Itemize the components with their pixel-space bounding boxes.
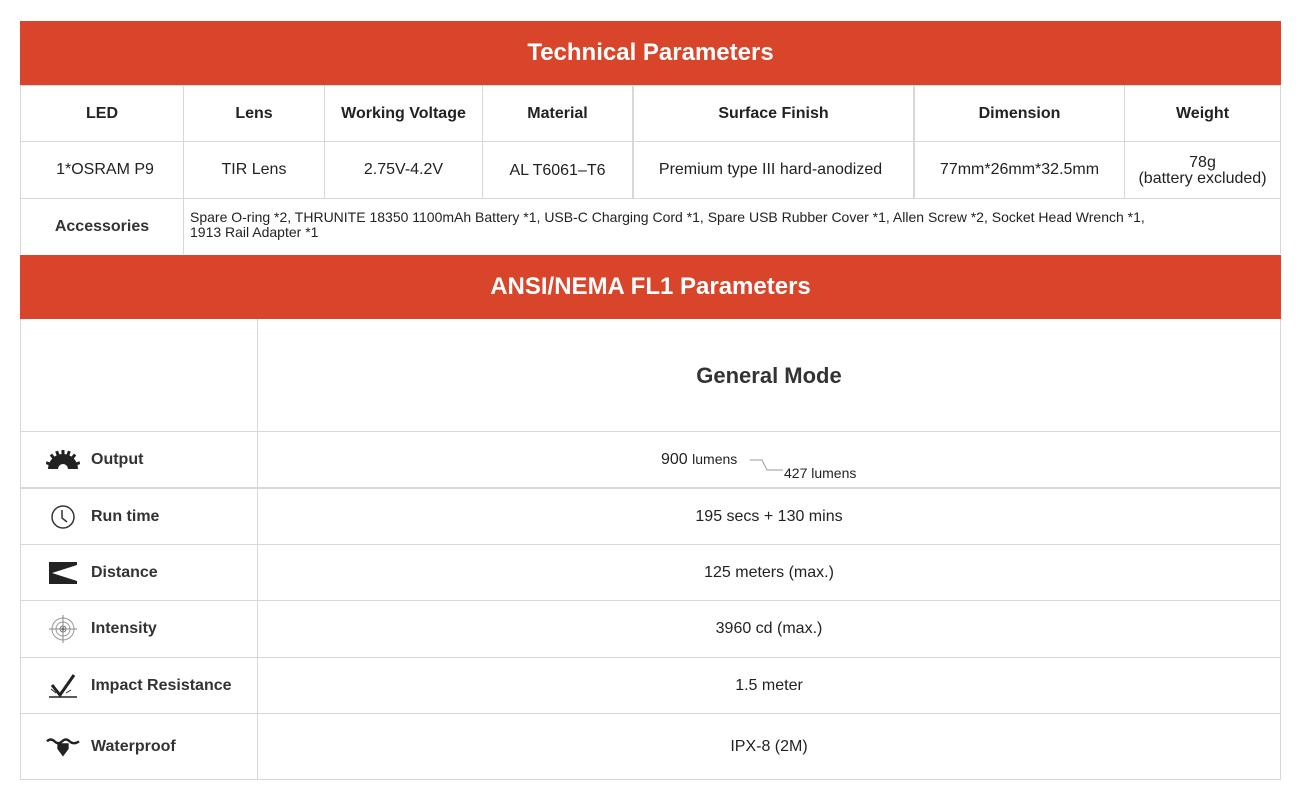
divider [1280,85,1281,254]
output-label: Output [91,450,144,468]
waterproof-label: Waterproof [91,737,176,755]
impact-label-cell [20,658,257,713]
gear-output-icon [46,446,80,474]
output-value-cell [258,432,1280,487]
output-low [784,465,856,481]
impact-value: 1.5 meter [735,676,803,694]
waterproof-value: IPX-8 (2M) [730,737,808,755]
value-lens: TIR Lens [221,161,287,178]
value-surface-finish: Premium type III hard-anodized [658,161,883,178]
clock-icon [46,503,80,531]
intensity-label: Intensity [91,620,157,637]
divider [20,779,1281,780]
accessories-line: 1913 Rail Adapter *1 [190,224,319,240]
weight-value: 78g [1189,154,1216,171]
impact-icon [46,672,80,700]
value-led: 1*OSRAM P9 [56,161,154,178]
header-working-voltage: Working Voltage [341,104,466,122]
waterproof-label-cell [20,714,257,779]
header-weight: Weight [1175,104,1230,122]
output-step-line [749,458,785,472]
ansi-parameters-banner [20,255,1281,319]
weight-note: (battery excluded) [1138,170,1267,187]
general-mode-header: General Mode [696,362,842,388]
value-weight [1125,142,1280,198]
intensity-value: 3960 cd (max.) [715,620,823,637]
technical-parameters-title: Technical Parameters [527,39,774,66]
accessories-line: Spare O-ring *2, THRUNITE 18350 1100mAh Battery *1, USB-C Charging Cord *1, Spare USB Rubber Cover *1, Allen Screw *2, Socket Head Wrench *1, [190,209,1145,225]
output-high-unit: lumens [692,450,738,467]
output-low-number: 427 [784,464,808,481]
header-lens: Lens [235,104,273,122]
divider [1280,319,1281,780]
header-dimension: Dimension [978,104,1061,122]
output-low-unit: lumens [811,464,857,481]
waterproof-icon [46,733,80,761]
runtime-value: 195 secs + 130 mins [695,507,843,525]
accessories-list [190,210,1270,240]
header-led: LED [86,104,118,122]
value-working-voltage: 2.75V-4.2V [363,161,444,178]
output-values [659,440,879,480]
output-label-cell [20,432,257,487]
header-surface-finish: Surface Finish [718,104,829,122]
technical-parameters-banner [20,21,1281,85]
distance-value: 125 meters (max.) [704,563,834,581]
value-dimension: 77mm*26mm*32.5mm [939,161,1100,178]
runtime-label: Run time [91,507,160,525]
header-material: Material [527,104,588,122]
value-material: AL T6061–T6 [509,162,606,179]
divider [20,198,1281,199]
distance-label: Distance [91,563,158,581]
beam-distance-icon [46,559,80,587]
ansi-parameters-title: ANSI/NEMA FL1 Parameters [490,273,811,300]
impact-label: Impact Resistance [91,676,232,694]
distance-label-cell [20,545,257,600]
accessories-label: Accessories [54,217,150,235]
target-icon [46,615,80,643]
runtime-label-cell [20,489,257,544]
intensity-label-cell [20,601,257,657]
output-high-number: 900 [661,450,688,468]
output-high [661,451,737,469]
